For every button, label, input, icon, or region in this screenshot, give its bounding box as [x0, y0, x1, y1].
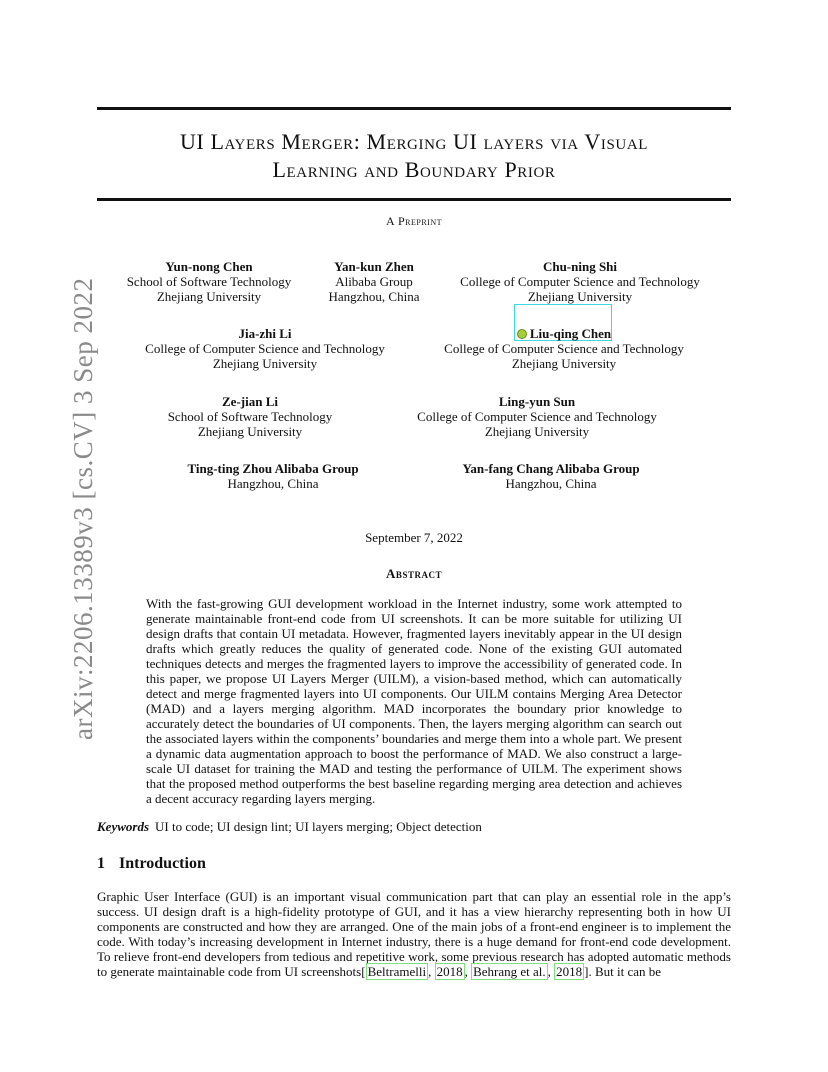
author-affiliation: School of Software Technology — [126, 274, 292, 289]
author-name-with-orcid[interactable] — [428, 326, 700, 341]
author-name: Yan-fang Chang Alibaba Group — [462, 461, 640, 476]
author-affiliation: Zhejiang University — [212, 356, 318, 371]
abstract-text: With the fast-growing GUI development workload in the Internet industry, some work attempted to generate maintainable front-end code from UI screenshots. It can be more suitable for utilizing UI design drafts that contain UI metadata. However, fragmented layers inevitably appear in the UI design drafts which greatly reduces the quality of generated code. None of the existing GUI automated techniques detects and merges the fragmented layers to improve the accessibility of generated code. In this paper, we propose UI Layers Merger (UILM), a vision-based method, which can automatically detect and merge fragmented layers into UI components. Our UILM contains Merging Area Detector (MAD) and a layers merging algorithm. MAD incorporates the boundary prior knowledge to accurately detect the boundaries of UI components. Then, the layers merging algorithm can search out the associated layers within the components’ boundaries and merge them into a whole part. We present a dynamic data augmentation approach to boost the performance of MAD. We also construct a large-scale UI dataset for training the MAD and testing the performance of UILM. The experiment shows that the proposed method outperforms the best baseline regarding merging area detection and achieves a decent accuracy regarding layers merging. — [146, 596, 682, 806]
author-block — [438, 461, 664, 491]
author-affiliation: College of Computer Science and Technology — [145, 341, 385, 356]
keywords-line — [97, 819, 731, 835]
author-block — [314, 259, 434, 304]
author-name: Ze-jian Li — [222, 394, 278, 409]
citation-link[interactable]: 2018 — [556, 964, 583, 979]
citation-link[interactable]: 2018 — [436, 964, 463, 979]
abstract-heading: Abstract — [386, 566, 442, 581]
author-affiliation: Alibaba Group — [335, 274, 413, 289]
author-affiliation: Zhejiang University — [197, 424, 303, 439]
author-affiliation: Zhejiang University — [527, 289, 633, 304]
author-name: Chu-ning Shi — [542, 259, 618, 274]
author-affiliation: College of Computer Science and Technology — [444, 341, 684, 356]
author-affiliation: College of Computer Science and Technology — [417, 409, 657, 424]
title-line-2: Learning and Boundary Prior — [272, 157, 556, 182]
author-block — [444, 259, 716, 304]
author-block — [112, 259, 306, 304]
citation-link[interactable]: Behrang et al. — [473, 964, 546, 979]
author-name: Jia-zhi Li — [238, 326, 292, 341]
author-affiliation: School of Software Technology — [167, 409, 333, 424]
author-block — [400, 394, 674, 439]
author-affiliation: Zhejiang University — [511, 356, 617, 371]
author-affiliation: College of Computer Science and Technology — [460, 274, 700, 289]
author-affiliation: Hangzhou, China — [505, 476, 597, 491]
preprint-label: A Preprint — [385, 214, 442, 228]
title-line-1: UI Layers Merger: Merging UI layers via Visual — [179, 129, 649, 154]
publication-date: September 7, 2022 — [365, 530, 463, 545]
introduction-paragraph: Graphic User Interface (GUI) is an important visual communication part that can play an essential role in the app’s success. UI design draft is a high-fidelity prototype of GUI, and it has a view hierarchy representing both in how UI components are constructed and how they are arranged. One of the main jobs of a front-end engineer is to implement the code. With today’s increasing development in Internet industry, there is a huge demand for front-end code development. To relieve front-end developers from tedious and repetitive work, some previous research has adopted automatic methods to generate maintainable code from UI screenshots[ Beltramelli , 2018 , Behrang et al. , 2018 ]. But it can be — [97, 889, 731, 979]
paper-title — [97, 128, 731, 184]
author-affiliation: Hangzhou, China — [328, 289, 420, 304]
author-affiliation: Hangzhou, China — [227, 476, 319, 491]
author-block — [162, 461, 384, 491]
author-block — [428, 326, 700, 371]
intro-text-tail: . But it can be — [588, 964, 662, 979]
author-name: Ling-yun Sun — [498, 394, 576, 409]
title-rule-bottom — [97, 198, 731, 201]
author-block — [150, 394, 350, 439]
section-number: 1 — [97, 855, 105, 872]
title-rule-top — [97, 107, 731, 110]
intro-text: Graphic User Interface (GUI) is an important visual communication part that can play an essential role in the app’s success. UI design draft is a high-fidelity prototype of GUI, and it has a view hierarchy representing both in how UI components are constructed and how they are arranged. One of the main jobs of a front-end engineer is to implement the code. With today’s increasing development in Internet industry, there is a huge demand for front-end code development. To relieve front-end developers from tedious and repetitive work, some previous research has adopted automatic methods to generate maintainable code from UI screenshots — [97, 889, 731, 979]
author-affiliation: Zhejiang University — [484, 424, 590, 439]
author-name: Yan-kun Zhen — [334, 259, 414, 274]
section-heading-introduction — [97, 855, 206, 873]
section-title: Introduction — [119, 855, 206, 872]
orcid-icon[interactable] — [517, 329, 527, 339]
author-name: Yun-nong Chen — [165, 259, 253, 274]
citation-link[interactable]: Beltramelli — [367, 964, 427, 979]
author-name: Ting-ting Zhou Alibaba Group — [187, 461, 359, 476]
author-block — [130, 326, 400, 371]
author-name: Liu-qing Chen — [529, 326, 612, 341]
keywords-text: UI to code; UI design lint; UI layers merging; Object detection — [155, 819, 482, 834]
arxiv-identifier[interactable]: arXiv:2206.13389v3 [cs.CV] 3 Sep 2022 — [68, 277, 98, 740]
keywords-label: Keywords — [97, 819, 149, 834]
author-affiliation: Zhejiang University — [156, 289, 262, 304]
